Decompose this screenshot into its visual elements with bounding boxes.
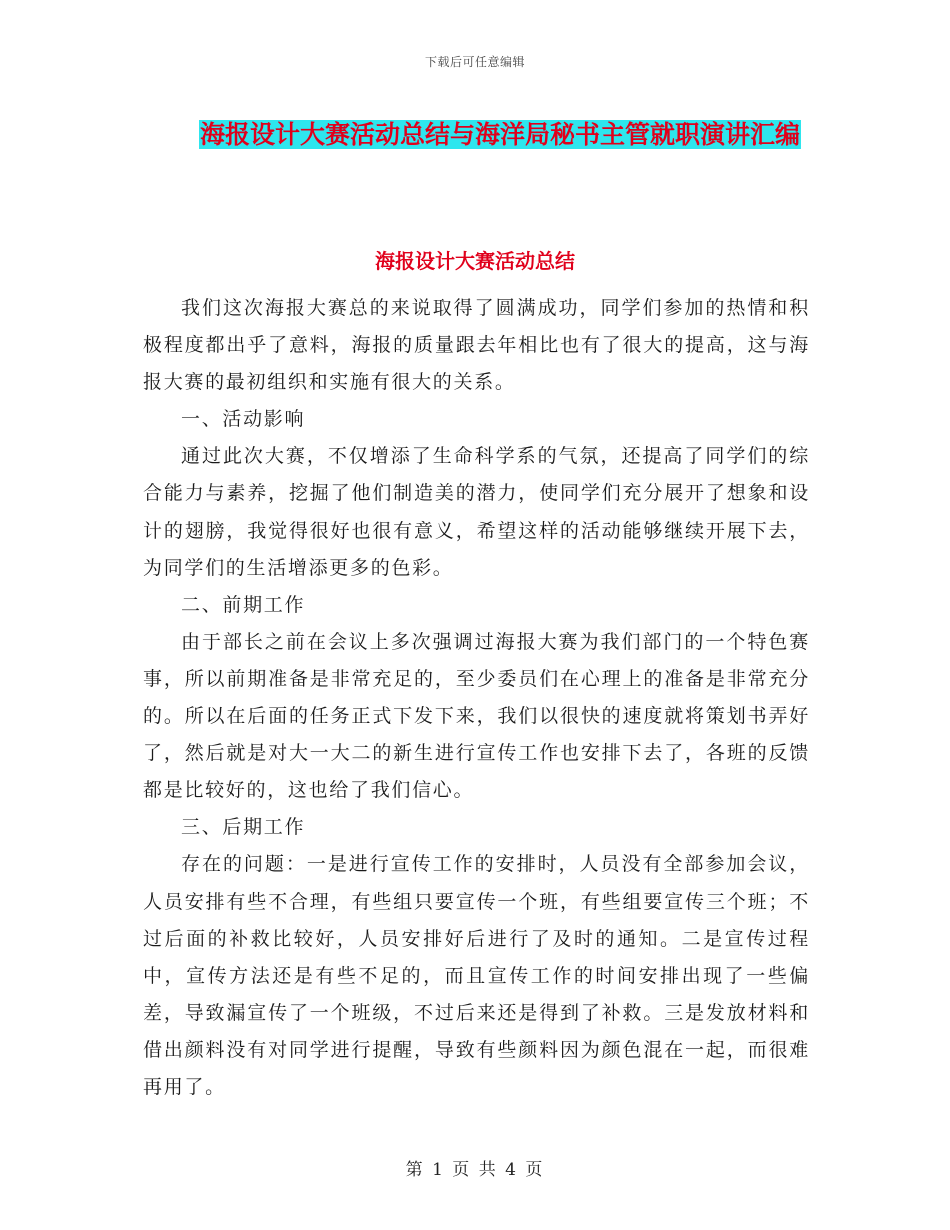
paragraph-intro: 我们这次海报大赛总的来说取得了圆满成功，同学们参加的热情和积极程度都出乎了意料，海报的质量跟去年相比也有了很大的提高，这与海报大赛的最初组织和实施有很大的关系。 — [143, 297, 810, 394]
paragraph-later-work: 存在的问题：一是进行宣传工作的安排时，人员没有全部参加会议，人员安排有些不合理，有些组只要宣传一个班，有些组要宣传三个班；不过后面的补救比较好，人员安排好后进行了及时的通知。二是宣传过程中，宣传方法还是有些不足的，而且宣传工作的时间安排出现了一些偏差，导致漏宣传了一个班级，不过后来还是得到了补救。三是发放材料和借出颜料没有对同学进行提醒，导致有些颜料因为颜色混在一起，而很难再用了。 — [143, 853, 810, 1098]
document-title-text: 海报设计大赛活动总结与海洋局秘书主管就职演讲汇编 — [199, 120, 800, 149]
heading-activity-impact: 一、活动影响 — [181, 408, 306, 431]
section-title: 海报设计大赛活动总结 — [375, 249, 575, 273]
document-body — [143, 290, 810, 1106]
document-title — [190, 113, 810, 157]
paragraph-activity-impact: 通过此次大赛，不仅增添了生命科学系的气氛，还提高了同学们的综合能力与素养，挖掘了他们制造美的潜力，使同学们充分展开了想象和设计的翅膀，我觉得很好也很有意义，希望这样的活动能够继续开展下去，为同学们的生活增添更多的色彩。 — [143, 445, 810, 579]
page-footer: 第 1 页 共 4 页 — [405, 1160, 545, 1180]
page-header-note: 下载后可任意编辑 — [424, 55, 525, 69]
paragraph-early-work: 由于部长之前在会议上多次强调过海报大赛为我们部门的一个特色赛事，所以前期准备是非常充足的，至少委员们在心理上的准备是非常充分的。所以在后面的任务正式下发下来，我们以很快的速度就将策划书弄好了，然后就是对大一大二的新生进行宣传工作也安排下去了，各班的反馈都是比较好的，这也给了我们信心。 — [143, 630, 810, 802]
heading-early-work: 二、前期工作 — [181, 593, 306, 616]
heading-later-work: 三、后期工作 — [181, 816, 306, 839]
